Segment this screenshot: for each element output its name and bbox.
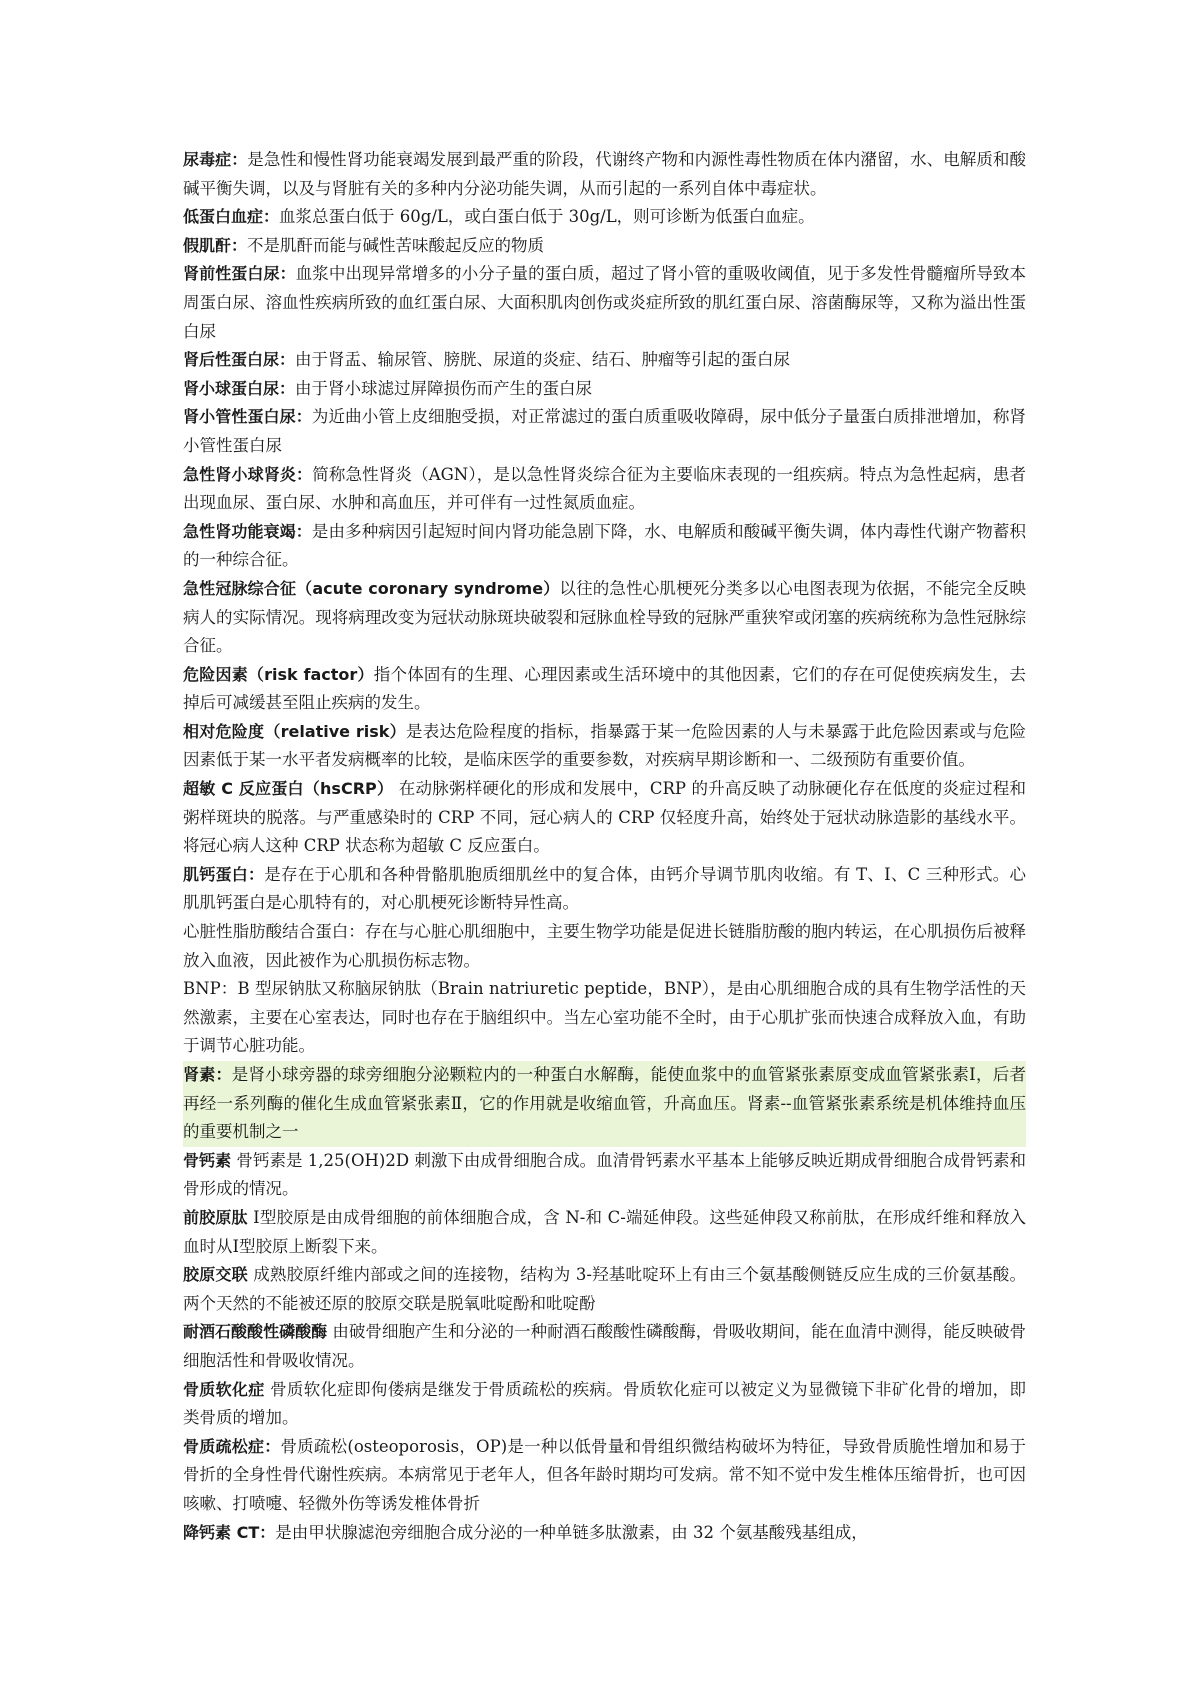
glossary-entry xyxy=(183,260,1026,346)
entry-definition: 骨钙素是 1,25(OH)2D 刺激下由成骨细胞合成。血清骨钙素水平基本上能够反映近期成骨细胞合成骨钙素和骨形成的情况。 xyxy=(183,1150,1026,1199)
glossary-entry xyxy=(183,1147,1026,1204)
entry-term: 骨质软化症 xyxy=(183,1379,265,1399)
entry-term: 危险因素（risk factor） xyxy=(183,664,374,684)
glossary-entry xyxy=(183,1318,1026,1375)
entry-definition: 指个体固有的生理、心理因素或生活环境中的其他因素，它们的存在可促使疾病发生，去掉后可减缓甚至阻止疾病的发生。 xyxy=(183,664,1026,713)
glossary-entry-highlighted xyxy=(183,1061,1026,1147)
entry-term: 急性肾功能衰竭： xyxy=(183,521,312,541)
entry-definition: 存在与心脏心肌细胞中，主要生物学功能是促进长链脂肪酸的胞内转运，在心肌损伤后被释放入血液，因此被作为心肌损伤标志物。 xyxy=(183,922,1027,970)
entry-term: BNP： xyxy=(183,979,238,999)
glossary-entry xyxy=(183,375,1026,404)
entry-definition: 为近曲小管上皮细胞受损，对正常滤过的蛋白质重吸收障碍，尿中低分子量蛋白质排泄增加，称肾小管性蛋白尿 xyxy=(183,407,1026,455)
glossary-entry xyxy=(183,1376,1026,1433)
entry-definition: 成熟胶原纤维内部或之间的连接物，结构为 3-羟基吡啶环上有由三个氨基酸侧链反应生成的三价氨基酸。两个天然的不能被还原的胶原交联是脱氧吡啶酚和吡啶酚 xyxy=(183,1265,1026,1313)
entry-definition: 血浆中出现异常增多的小分子量的蛋白质，超过了肾小管的重吸收阈值，见于多发性骨髓瘤所导致本周蛋白尿、溶血性疾病所致的血红蛋白尿、大面积肌肉创伤或炎症所致的肌红蛋白尿、溶菌酶尿等，又称为溢出性蛋白尿 xyxy=(183,264,1026,341)
entry-definition: 是由多种病因引起短时间内肾功能急剧下降，水、电解质和酸碱平衡失调，体内毒性代谢产物蓄积的一种综合征。 xyxy=(183,521,1026,570)
glossary-entry xyxy=(183,975,1026,1061)
glossary-entry xyxy=(183,1204,1026,1261)
glossary-entry xyxy=(183,146,1026,203)
entry-term: 肾小球蛋白尿： xyxy=(183,378,296,398)
entry-term: 尿毒症： xyxy=(183,150,248,169)
glossary-entry xyxy=(183,346,1026,375)
entry-definition: 是表达危险程度的指标，指暴露于某一危险因素的人与未暴露于此危险因素或与危险因素低于某一水平者发病概率的比较，是临床医学的重要参数，对疾病早期诊断和一、二级预防有重要价值。 xyxy=(183,721,1026,770)
entry-term: 假肌酐： xyxy=(183,235,248,255)
glossary-entry xyxy=(183,1261,1026,1318)
entry-term: 胶原交联 xyxy=(183,1265,248,1285)
glossary-entry xyxy=(183,232,1026,261)
entry-term: 超敏 C 反应蛋白（hsCRP） xyxy=(183,779,394,799)
entry-term: 急性冠脉综合征（acute coronary syndrome） xyxy=(183,578,560,598)
entry-term: 骨钙素 xyxy=(183,1150,232,1170)
entry-definition: Ⅰ型胶原是由成骨细胞的前体细胞合成，含 N-和 C-端延伸段。这些延伸段又称前肽，在形成纤维和释放入血时从Ⅰ型胶原上断裂下来。 xyxy=(183,1207,1026,1256)
entry-definition: 由于肾盂、输尿管、膀胱、尿道的炎症、结石、肿瘤等引起的蛋白尿 xyxy=(295,350,791,370)
glossary-entry xyxy=(183,461,1026,518)
entry-term: 肾前性蛋白尿： xyxy=(183,264,296,284)
glossary-entry xyxy=(183,575,1026,661)
entry-term: 肾小管性蛋白尿： xyxy=(183,407,312,427)
entry-definition: 血浆总蛋白低于 60g/L，或白蛋白低于 30g/L，则可诊断为低蛋白血症。 xyxy=(279,207,815,227)
glossary-entry xyxy=(183,661,1026,718)
entry-term: 肾素： xyxy=(183,1065,232,1084)
entry-term: 前胶原肽 xyxy=(183,1207,248,1227)
glossary-entry xyxy=(183,1433,1026,1519)
glossary-entry xyxy=(183,861,1026,918)
glossary-entry xyxy=(183,718,1026,775)
entry-definition: 在动脉粥样硬化的形成和发展中，CRP 的升高反映了动脉硬化存在低度的炎症过程和粥样斑块的脱落。与严重感染时的 CRP 不同，冠心病人的 CRP 仅轻度升高，始终处于冠状动脉造影的基线水平。将冠心病人这种 CRP 状态称为超敏 C 反应蛋白。 xyxy=(183,779,1027,856)
entry-definition: 骨质软化症即佝偻病是继发于骨质疏松的疾病。骨质软化症可以被定义为显微镜下非矿化骨的增加，即类骨质的增加。 xyxy=(183,1379,1026,1428)
entry-term: 急性肾小球肾炎： xyxy=(183,464,313,484)
entry-term: 心脏性脂肪酸结合蛋白： xyxy=(183,922,365,942)
glossary-entry xyxy=(183,918,1026,975)
entry-definition: 以往的急性心肌梗死分类多以心电图表现为依据，不能完全反映病人的实际情况。现将病理改变为冠状动脉斑块破裂和冠脉血栓导致的冠脉严重狭窄或闭塞的疾病统称为急性冠脉综合征。 xyxy=(183,578,1026,656)
glossary-entry xyxy=(183,775,1026,861)
entry-term: 相对危险度（relative risk） xyxy=(183,721,406,741)
entry-definition: 是由甲状腺滤泡旁细胞合成分泌的一种单链多肽激素，由 32 个氨基酸残基组成， xyxy=(275,1522,868,1542)
entry-definition: 是急性和慢性肾功能衰竭发展到最严重的阶段，代谢终产物和内源性毒性物质在体内潴留，水、电解质和酸碱平衡失调，以及与肾脏有关的多种内分泌功能失调，从而引起的一系列自体中毒症状。 xyxy=(183,150,1026,198)
glossary-entry xyxy=(183,403,1026,460)
entry-definition: 由破骨细胞产生和分泌的一种耐酒石酸酸性磷酸酶，骨吸收期间，能在血清中测得，能反映破骨细胞活性和骨吸收情况。 xyxy=(183,1322,1026,1370)
glossary-entry xyxy=(183,518,1026,575)
entry-term: 肾后性蛋白尿： xyxy=(183,350,296,370)
entry-definition: 骨质疏松(osteoporosis，OP)是一种以低骨量和骨组织微结构破坏为特征，导致骨质脆性增加和易于骨折的全身性骨代谢性疾病。本病常见于老年人，但各年龄时期均可发病。常不知不觉中发生椎体压缩骨折，也可因咳嗽、打喷嚏、轻微外伤等诱发椎体骨折 xyxy=(183,1436,1026,1513)
entry-term: 降钙素 CT： xyxy=(183,1522,276,1542)
entry-term: 耐酒石酸酸性磷酸酶 xyxy=(183,1322,328,1342)
entry-definition: B 型尿钠肽又称脑尿钠肽（Brain natriuretic peptide，BNP），是由心肌细胞合成的具有生物学活性的天然激素，主要在心室表达，同时也存在于脑组织中。当左心室功能不全时，由于心肌扩张而快速合成释放入血，有助于调节心脏功能。 xyxy=(183,979,1026,1056)
entry-definition: 是存在于心肌和各种骨骼肌胞质细肌丝中的复合体，由钙介导调节肌肉收缩。有 T、I、C 三种形式。心肌肌钙蛋白是心肌特有的，对心肌梗死诊断特异性高。 xyxy=(183,864,1026,913)
entry-definition: 是肾小球旁器的球旁细胞分泌颗粒内的一种蛋白水解酶，能使血浆中的血管紧张素原变成血管紧张素Ⅰ，后者再经一系列酶的催化生成血管紧张素Ⅱ，它的作用就是收缩血管，升高血压。肾素--血管紧张素系统是机体维持血压的重要机制之一 xyxy=(183,1065,1026,1142)
glossary-entry xyxy=(183,203,1026,232)
entry-term: 骨质疏松症： xyxy=(183,1436,281,1456)
entry-definition: 简称急性肾炎（AGN），是以急性肾炎综合征为主要临床表现的一组疾病。特点为急性起病，患者出现血尿、蛋白尿、水肿和高血压，并可伴有一过性氮质血症。 xyxy=(183,464,1026,513)
entry-definition: 由于肾小球滤过屏障损伤而产生的蛋白尿 xyxy=(295,378,593,398)
entry-term: 肌钙蛋白： xyxy=(183,864,265,884)
glossary-entry xyxy=(183,1519,1026,1548)
entry-definition: 不是肌酐而能与碱性苦味酸起反应的物质 xyxy=(247,235,545,255)
entry-term: 低蛋白血症： xyxy=(183,207,280,227)
